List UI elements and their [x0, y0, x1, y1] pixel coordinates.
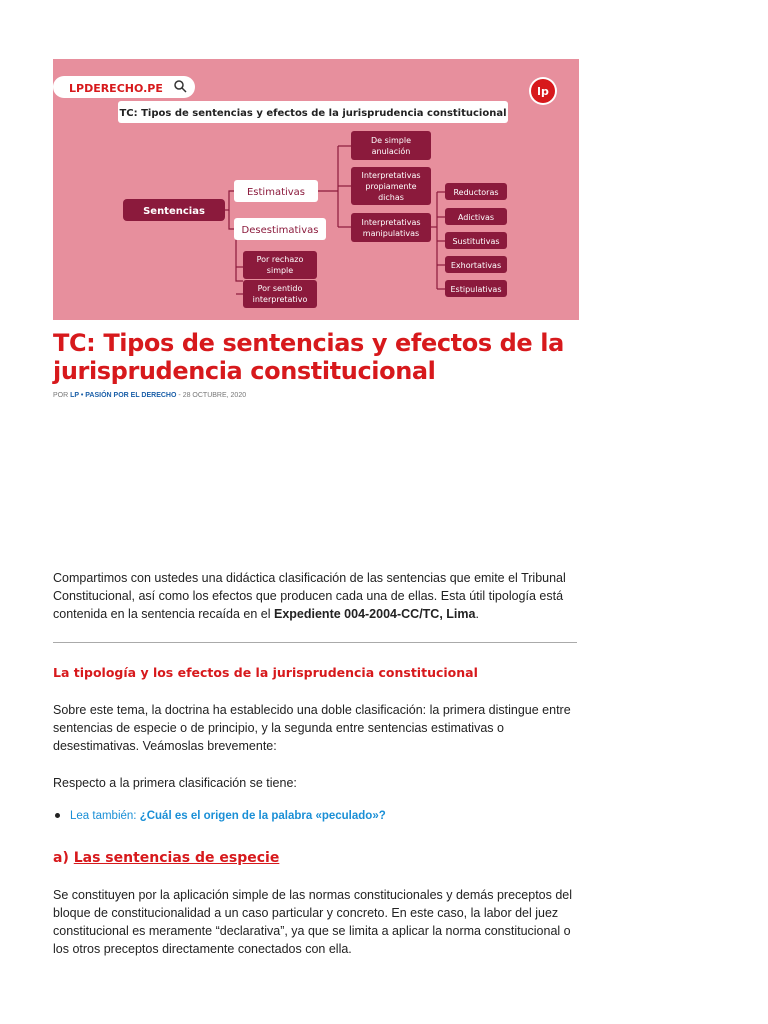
node-sentido-l2: interpretativo: [252, 295, 308, 304]
article-title: TC: Tipos de sentencias y efectos de la jurisprudencia constitucional: [53, 329, 564, 385]
node-rechazo-l2: simple: [266, 266, 294, 275]
article-meta: [53, 392, 246, 399]
node-sentencias-label: Sentencias: [143, 206, 205, 217]
meta-author-link[interactable]: LP • PASIÓN POR EL DERECHO: [70, 392, 177, 399]
logo-text: LPDERECHO.PE: [69, 82, 163, 95]
node-estimativas-label: Estimativas: [246, 187, 306, 198]
node-exhortativas-label: Exhortativas: [450, 261, 502, 270]
divider: [53, 642, 577, 643]
node-estipulativas-label: Estipulativas: [450, 285, 502, 294]
intro-text: Compartimos con ustedes una didáctica clasificación de las sentencias que emite el Tribunal Constitucional, así como los efectos que producen cada una de ellas. Esta útil tipología está contenida en la sentencia recaída en el: [53, 571, 566, 621]
paragraph-sentencias-especie: Se constituyen por la aplicación simple de las normas constitucionales y demás preceptos del bloque de constitucionalidad a un caso particular y concreto. En este caso, la labor del juez constitucional es meramente “declarativa”, ya que se limita a aplicar la norma constitucional o los otros preceptos directamente conectados con ella.: [53, 888, 573, 956]
hero-image: [53, 59, 579, 320]
meta-date: 28 OCTUBRE, 2020: [182, 392, 247, 399]
paragraph-primera-clasificacion: Respecto a la primera clasificación se tiene:: [53, 776, 297, 790]
node-simple-anulacion-l2: anulación: [371, 147, 411, 156]
lp-badge: [529, 77, 557, 105]
banner-title: TC: Tipos de sentencias y efectos de la jurisprudencia constitucional: [119, 108, 507, 119]
lea-tambien-link[interactable]: ¿Cuál es el origen de la palabra «peculado»?: [139, 810, 386, 822]
node-adictivas-label: Adictivas: [457, 213, 495, 222]
node-rechazo-l1: Por rechazo: [256, 255, 304, 264]
node-interp-propias-l2: propiamente: [365, 182, 417, 191]
meta-separator: -: [178, 392, 181, 399]
expediente-reference: Expediente 004-2004-CC/TC, Lima: [274, 607, 476, 621]
node-interp-manip-l2: manipulativas: [362, 229, 420, 238]
lea-tambien-item: [53, 810, 386, 822]
node-sentido-l1: Por sentido: [257, 284, 303, 293]
node-desestimativas-label: Desestimativas: [241, 225, 319, 236]
intro-paragraph: [53, 569, 581, 623]
lea-tambien-label: Lea también:: [70, 810, 140, 822]
section2-prefix: a): [53, 850, 74, 866]
diagram-svg: [53, 59, 579, 320]
node-interp-propias-l3: dichas: [378, 193, 404, 202]
intro-end: .: [475, 607, 479, 621]
node-interp-manip-l1: Interpretativas: [361, 218, 421, 227]
section-heading-tipologia: La tipología y los efectos de la jurisprudencia constitucional: [53, 665, 478, 680]
node-interp-propias-l1: Interpretativas: [361, 171, 421, 180]
node-simple-anulacion-l1: De simple: [370, 136, 412, 145]
section-heading-especie: [53, 850, 279, 866]
paragraph-doble-clasificacion: Sobre este tema, la doctrina ha establecido una doble clasificación: la primera distingue entre sentencias de especie o de principio, y la segunda entre sentencias estimativas o desestimativas. Veámoslas brevemente:: [53, 703, 571, 753]
section2-title-link[interactable]: Las sentencias de especie: [73, 850, 280, 866]
node-reductoras-label: Reductoras: [453, 188, 499, 197]
meta-by: POR: [53, 392, 69, 399]
bullet-icon: [55, 813, 60, 818]
node-sustitutivas-label: Sustitutivas: [452, 237, 500, 246]
lp-badge-text: lp: [537, 85, 549, 98]
